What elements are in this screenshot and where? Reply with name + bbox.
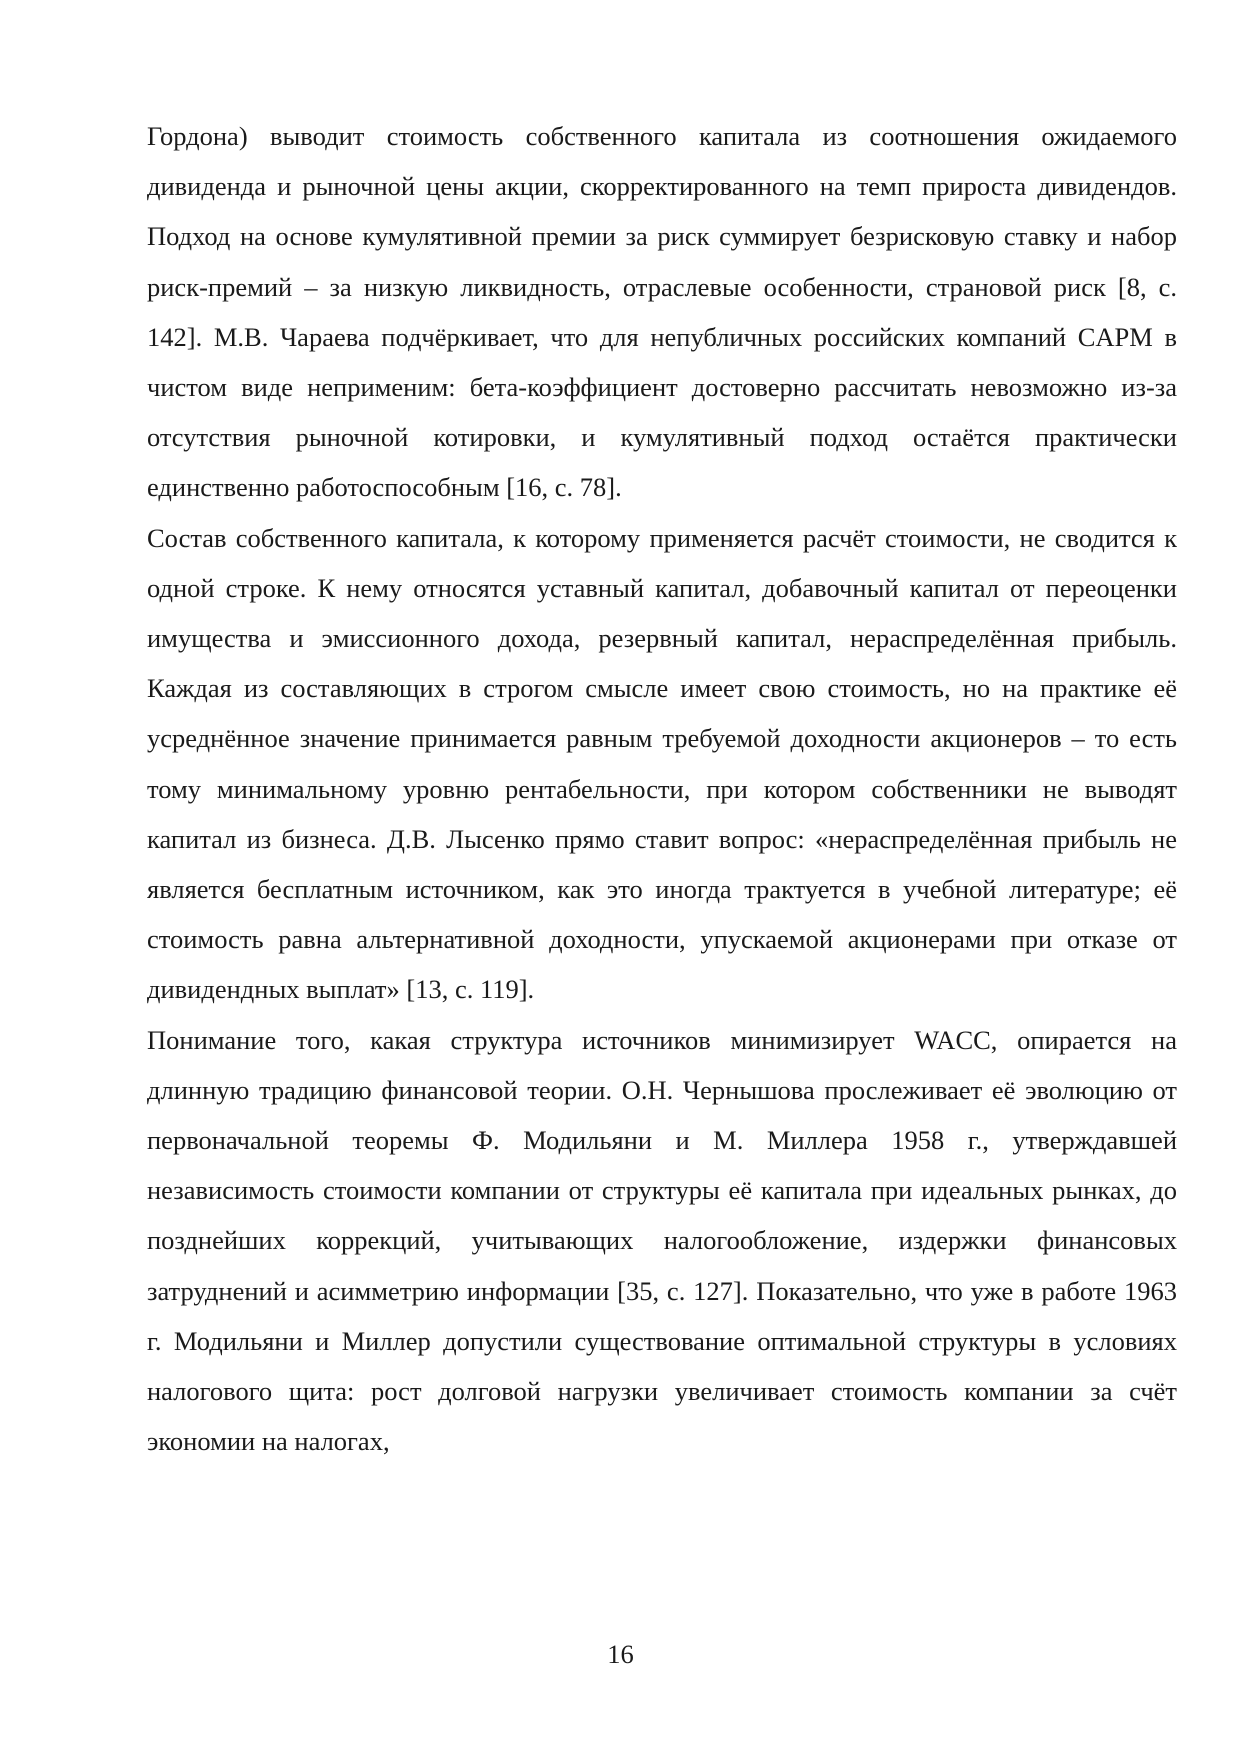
page-number: 16	[607, 1639, 634, 1669]
page-body	[147, 111, 1177, 1466]
paragraph-capital-structure-theory: Понимание того, какая структура источников минимизирует WACC, опирается на длинную традицию финансовой теории. О.Н. Чернышова прослеживает её эволюцию от первоначальной теоремы Ф. Модильяни и М. Миллера 1958 г., утверждавшей независимость стоимости компании от структуры её капитала при идеальных рынках, до позднейших коррекций, учитывающих налогообложение, издержки финансовых затруднений и асимметрию информации [35, с. 127]. Показательно, что уже в работе 1963 г. Модильяни и Миллер допустили существование оптимальной структуры в условиях налогового щита: рост долговой нагрузки увеличивает стоимость компании за счёт экономии на налогах,	[147, 1024, 1177, 1457]
paragraph-equity-composition: Состав собственного капитала, к которому применяется расчёт стоимости, не сводится к одной строке. К нему относятся уставный капитал, добавочный капитал от переоценки имущества и эмиссионного дохода, резервный капитал, нераспределённая прибыль. Каждая из составляющих в строгом смысле имеет свою стоимость, но на практике её усреднённое значение принимается равным требуемой доходности акционеров – то есть тому минимальному уровню рентабельности, при котором собственники не выводят капитал из бизнеса. Д.В. Лысенко прямо ставит вопрос: «нераспределённая прибыль не является бесплатным источником, как это иногда трактуется в учебной литературе; её стоимость равна альтернативной доходности, упускаемой акционерами при отказе от дивидендных выплат» [13, с. 119].	[147, 522, 1177, 1005]
paragraph-cost-of-equity-methods: Гордона) выводит стоимость собственного капитала из соотношения ожидаемого дивиденда и рыночной цены акции, скорректированного на темп прироста дивидендов. Подход на основе кумулятивной премии за риск суммирует безрисковую ставку и набор риск-премий – за низкую ликвидность, отраслевые особенности, страновой риск [8, с. 142]. М.В. Чараева подчёркивает, что для непубличных российских компаний CAPM в чистом виде неприменим: бета-коэффициент достоверно рассчитать невозможно из-за отсутствия рыночной котировки, и кумулятивный подход остаётся практически единственно работоспособным [16, с. 78].	[147, 121, 1177, 503]
